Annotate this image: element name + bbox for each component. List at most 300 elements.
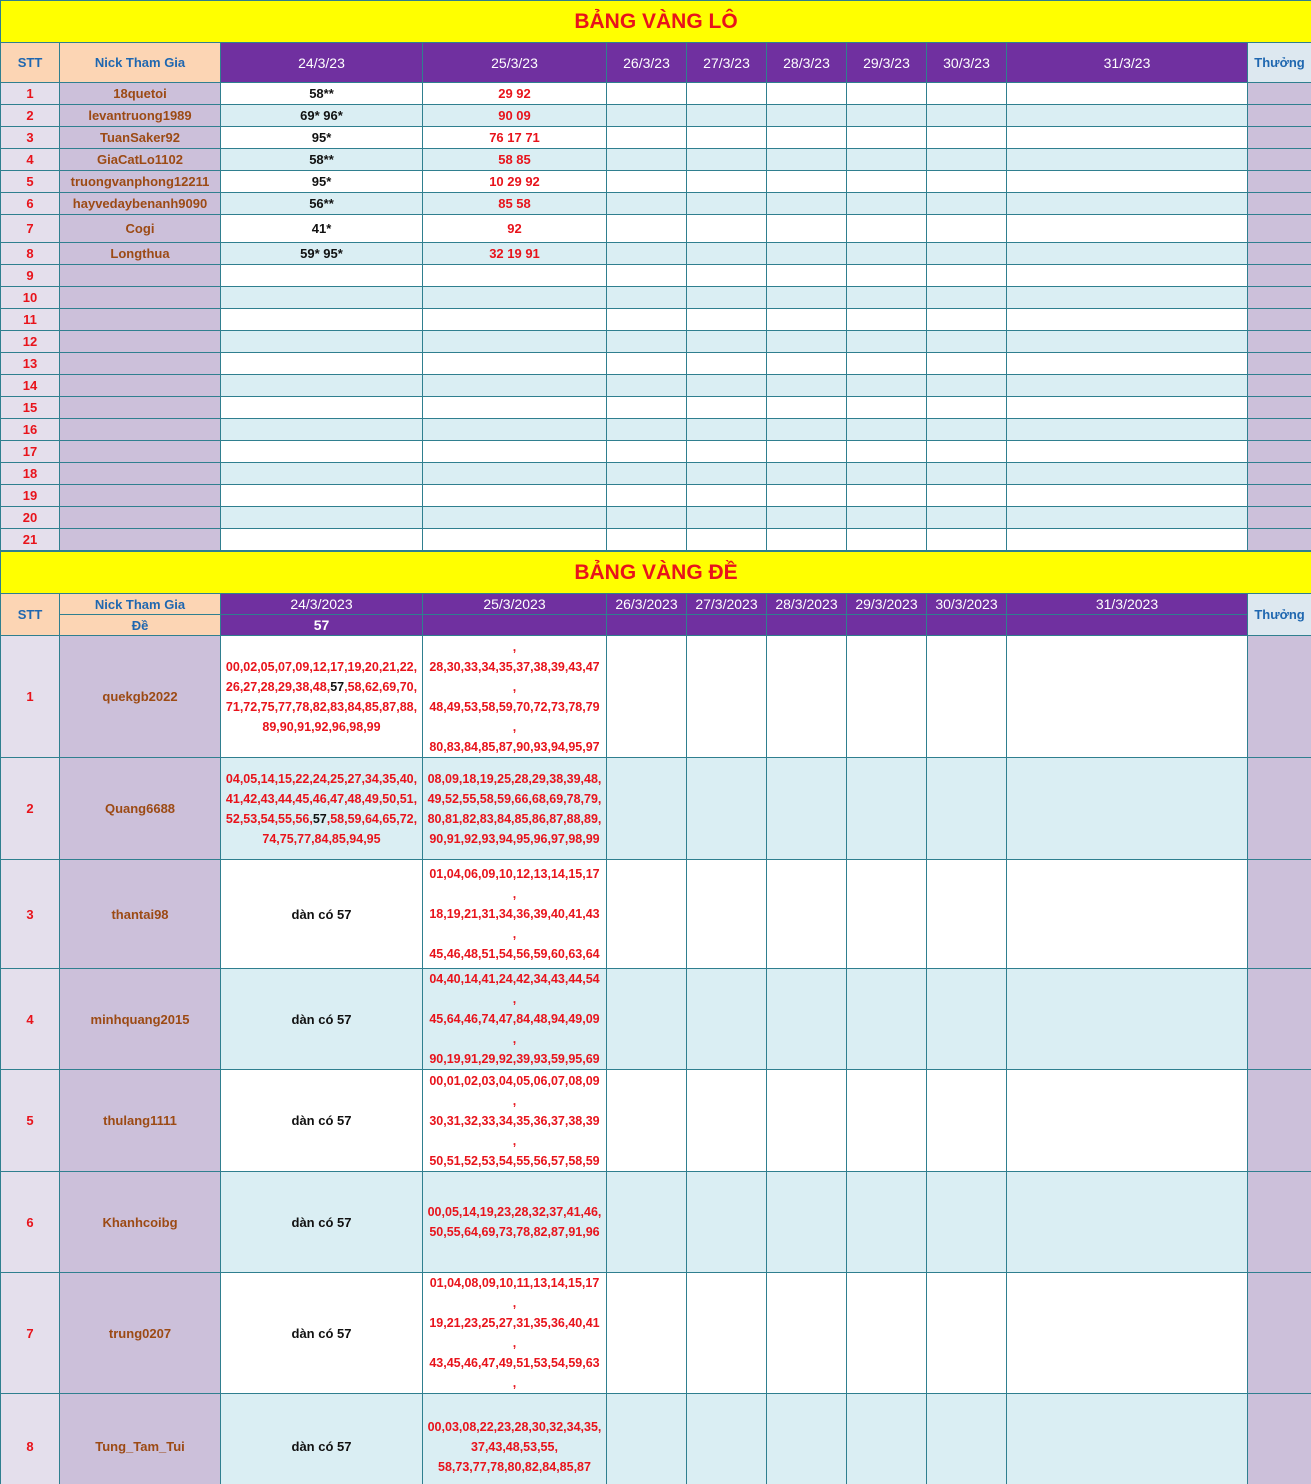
lo-empty-cell	[847, 441, 927, 463]
de-empty-cell	[1007, 636, 1248, 758]
lo-row	[1, 375, 1311, 397]
de-stt-cell: 5	[1, 1070, 60, 1172]
lo-empty-cell	[767, 215, 847, 243]
lo-day1-cell: 58**	[221, 83, 423, 105]
lo-empty-cell	[1007, 485, 1248, 507]
lo-empty-cell	[1007, 215, 1248, 243]
de-result-cell	[607, 615, 687, 636]
lo-reward-cell	[1248, 105, 1311, 127]
lo-day1-cell	[221, 353, 423, 375]
lo-nick-cell	[60, 309, 221, 331]
de-empty-cell	[687, 1394, 767, 1484]
lo-day2-cell	[423, 507, 607, 529]
de-empty-cell	[607, 860, 687, 969]
lo-empty-cell	[767, 265, 847, 287]
lo-empty-cell	[1007, 127, 1248, 149]
lo-empty-cell	[607, 375, 687, 397]
de-header-date: 27/3/2023	[687, 594, 767, 615]
de-row	[1, 1172, 1311, 1273]
lo-empty-cell	[847, 105, 927, 127]
lo-empty-cell	[927, 507, 1007, 529]
de-stt-cell: 2	[1, 758, 60, 860]
de-day2-cell: 01,04,06,09,10,12,13,14,15,17 , 18,19,21,31,34,36,39,40,41,43 , 45,46,48,51,54,56,59,60,63,64	[423, 860, 607, 969]
de-empty-cell	[767, 969, 847, 1070]
lo-reward-cell	[1248, 149, 1311, 171]
lo-empty-cell	[927, 171, 1007, 193]
de-day1-cell	[221, 636, 423, 758]
lo-empty-cell	[927, 441, 1007, 463]
lo-empty-cell	[927, 149, 1007, 171]
lo-empty-cell	[927, 265, 1007, 287]
de-result-cell	[927, 615, 1007, 636]
lo-empty-cell	[767, 375, 847, 397]
de-header-date: 25/3/2023	[423, 594, 607, 615]
lo-reward-cell	[1248, 243, 1311, 265]
de-reward-cell	[1248, 1394, 1311, 1484]
de-empty-cell	[847, 1172, 927, 1273]
lo-empty-cell	[1007, 149, 1248, 171]
lo-header-date: 28/3/23	[767, 43, 847, 83]
lo-empty-cell	[927, 529, 1007, 551]
lo-empty-cell	[767, 397, 847, 419]
lo-empty-cell	[767, 287, 847, 309]
lo-day1-cell: 58**	[221, 149, 423, 171]
lo-nick-cell	[60, 419, 221, 441]
lo-stt-cell: 19	[1, 485, 60, 507]
lo-row	[1, 309, 1311, 331]
lo-nick-cell	[60, 397, 221, 419]
lo-day2-cell	[423, 331, 607, 353]
lo-row	[1, 419, 1311, 441]
lo-empty-cell	[687, 529, 767, 551]
lo-stt-cell: 1	[1, 83, 60, 105]
de-stt-cell: 1	[1, 636, 60, 758]
lo-empty-cell	[1007, 529, 1248, 551]
de-table	[0, 551, 1311, 1484]
lo-nick-cell: hayvedaybenanh9090	[60, 193, 221, 215]
lo-stt-cell: 12	[1, 331, 60, 353]
lo-day2-cell: 85 58	[423, 193, 607, 215]
lo-empty-cell	[607, 507, 687, 529]
lo-nick-cell: levantruong1989	[60, 105, 221, 127]
lo-empty-cell	[927, 419, 1007, 441]
lo-row	[1, 287, 1311, 309]
lo-empty-cell	[607, 193, 687, 215]
lo-empty-cell	[927, 243, 1007, 265]
lo-row	[1, 265, 1311, 287]
lo-empty-cell	[767, 149, 847, 171]
lo-day2-cell	[423, 375, 607, 397]
lo-empty-cell	[847, 171, 927, 193]
de-day2-cell: 00,01,02,03,04,05,06,07,08,09 , 30,31,32,33,34,35,36,37,38,39 , 50,51,52,53,54,55,56,57,58,59	[423, 1070, 607, 1172]
lo-empty-cell	[847, 463, 927, 485]
lo-stt-cell: 18	[1, 463, 60, 485]
lo-stt-cell: 14	[1, 375, 60, 397]
de-empty-cell	[1007, 1273, 1248, 1394]
de-empty-cell	[687, 1070, 767, 1172]
lo-empty-cell	[607, 287, 687, 309]
de-reward-cell	[1248, 860, 1311, 969]
lo-day1-cell	[221, 507, 423, 529]
lo-empty-cell	[1007, 441, 1248, 463]
lo-day2-cell	[423, 265, 607, 287]
de-result-24: 57	[221, 615, 423, 636]
lo-stt-cell: 9	[1, 265, 60, 287]
de-body	[1, 636, 1311, 1484]
de-header-date: 26/3/2023	[607, 594, 687, 615]
lo-empty-cell	[767, 441, 847, 463]
lo-nick-cell	[60, 485, 221, 507]
de-nick-cell: Quang6688	[60, 758, 221, 860]
lo-empty-cell	[927, 353, 1007, 375]
lo-stt-cell: 11	[1, 309, 60, 331]
lo-empty-cell	[767, 309, 847, 331]
de-empty-cell	[1007, 1070, 1248, 1172]
de-stt-cell: 7	[1, 1273, 60, 1394]
lo-empty-cell	[847, 265, 927, 287]
lo-empty-cell	[1007, 105, 1248, 127]
lo-empty-cell	[847, 529, 927, 551]
lo-day1-cell	[221, 265, 423, 287]
de-row	[1, 636, 1311, 758]
lo-empty-cell	[1007, 265, 1248, 287]
lo-empty-cell	[927, 83, 1007, 105]
de-empty-cell	[927, 636, 1007, 758]
lo-header-stt: STT	[1, 43, 60, 83]
de-empty-cell	[607, 758, 687, 860]
lo-empty-cell	[607, 419, 687, 441]
lo-empty-cell	[847, 193, 927, 215]
de-day1-hit: 57	[312, 811, 327, 826]
de-nick-cell: trung0207	[60, 1273, 221, 1394]
lo-header-date: 30/3/23	[927, 43, 1007, 83]
lo-header-date: 31/3/23	[1007, 43, 1248, 83]
lo-empty-cell	[847, 309, 927, 331]
lo-day2-cell	[423, 419, 607, 441]
de-stt-cell: 8	[1, 1394, 60, 1484]
lo-nick-cell: GiaCatLo1102	[60, 149, 221, 171]
lo-empty-cell	[1007, 353, 1248, 375]
lo-row	[1, 171, 1311, 193]
lo-empty-cell	[847, 485, 927, 507]
lo-day2-cell	[423, 309, 607, 331]
de-empty-cell	[767, 1172, 847, 1273]
lo-empty-cell	[1007, 507, 1248, 529]
de-empty-cell	[607, 1172, 687, 1273]
lo-stt-cell: 2	[1, 105, 60, 127]
de-header-de-label: Đề	[60, 615, 221, 636]
de-nick-cell: thulang1111	[60, 1070, 221, 1172]
lo-day1-cell	[221, 463, 423, 485]
de-row	[1, 1070, 1311, 1172]
lo-empty-cell	[767, 193, 847, 215]
lo-empty-cell	[1007, 287, 1248, 309]
lo-empty-cell	[1007, 243, 1248, 265]
lo-empty-cell	[687, 375, 767, 397]
lo-reward-cell	[1248, 419, 1311, 441]
de-empty-cell	[847, 758, 927, 860]
lo-row	[1, 353, 1311, 375]
lo-nick-cell	[60, 441, 221, 463]
lo-day2-cell	[423, 485, 607, 507]
de-reward-cell	[1248, 1070, 1311, 1172]
lo-day1-cell	[221, 397, 423, 419]
de-empty-cell	[607, 1070, 687, 1172]
de-empty-cell	[607, 969, 687, 1070]
lo-reward-cell	[1248, 463, 1311, 485]
lo-empty-cell	[767, 529, 847, 551]
lo-stt-cell: 10	[1, 287, 60, 309]
de-empty-cell	[847, 1273, 927, 1394]
lo-reward-cell	[1248, 485, 1311, 507]
lo-empty-cell	[927, 375, 1007, 397]
lo-empty-cell	[687, 215, 767, 243]
de-empty-cell	[847, 860, 927, 969]
de-result-cell	[423, 615, 607, 636]
lo-nick-cell	[60, 287, 221, 309]
lo-empty-cell	[767, 485, 847, 507]
de-empty-cell	[927, 1070, 1007, 1172]
lo-reward-cell	[1248, 353, 1311, 375]
de-empty-cell	[767, 860, 847, 969]
lo-row	[1, 83, 1311, 105]
lo-header-nick: Nick Tham Gia	[60, 43, 221, 83]
lo-nick-cell	[60, 265, 221, 287]
de-header-date: 31/3/2023	[1007, 594, 1248, 615]
lo-nick-cell: Longthua	[60, 243, 221, 265]
lo-row	[1, 127, 1311, 149]
lo-row	[1, 149, 1311, 171]
lo-empty-cell	[767, 331, 847, 353]
de-empty-cell	[847, 969, 927, 1070]
de-empty-cell	[1007, 969, 1248, 1070]
lo-reward-cell	[1248, 331, 1311, 353]
lo-day2-cell: 76 17 71	[423, 127, 607, 149]
lo-empty-cell	[687, 331, 767, 353]
lo-day2-cell	[423, 353, 607, 375]
lo-empty-cell	[607, 441, 687, 463]
de-result-cell	[767, 615, 847, 636]
lo-title: BẢNG VÀNG LÔ	[1, 1, 1311, 43]
lo-empty-cell	[1007, 419, 1248, 441]
lo-empty-cell	[687, 441, 767, 463]
lo-empty-cell	[847, 375, 927, 397]
lo-row	[1, 215, 1311, 243]
de-empty-cell	[847, 1070, 927, 1172]
de-result-cell	[687, 615, 767, 636]
de-empty-cell	[927, 758, 1007, 860]
lo-day1-cell	[221, 441, 423, 463]
de-reward-cell	[1248, 1172, 1311, 1273]
lo-header-date: 27/3/23	[687, 43, 767, 83]
de-empty-cell	[767, 636, 847, 758]
de-day2-cell: 00,03,08,22,23,28,30,32,34,35,37,43,48,53,55, 58,73,77,78,80,82,84,85,87	[423, 1394, 607, 1484]
de-empty-cell	[1007, 1172, 1248, 1273]
lo-empty-cell	[607, 127, 687, 149]
de-day2-cell: 00,05,14,19,23,28,32,37,41,46,50,55,64,69,73,78,82,87,91,96	[423, 1172, 607, 1273]
de-empty-cell	[767, 1070, 847, 1172]
de-empty-cell	[1007, 758, 1248, 860]
lo-stt-cell: 17	[1, 441, 60, 463]
lo-row	[1, 397, 1311, 419]
lo-empty-cell	[1007, 331, 1248, 353]
lo-empty-cell	[1007, 463, 1248, 485]
lo-day2-cell	[423, 441, 607, 463]
de-nick-cell: quekgb2022	[60, 636, 221, 758]
lo-empty-cell	[687, 485, 767, 507]
lo-reward-cell	[1248, 507, 1311, 529]
lo-row	[1, 331, 1311, 353]
de-result-cell	[1007, 615, 1248, 636]
lo-day1-cell: 95*	[221, 171, 423, 193]
de-day2-cell: , 28,30,33,34,35,37,38,39,43,47 , 48,49,53,58,59,70,72,73,78,79 , 80,83,84,85,87,90,93,94,95,97	[423, 636, 607, 758]
de-result-cell	[847, 615, 927, 636]
lo-row	[1, 485, 1311, 507]
lo-day1-cell	[221, 287, 423, 309]
de-empty-cell	[847, 636, 927, 758]
lo-empty-cell	[687, 83, 767, 105]
lo-day1-cell: 95*	[221, 127, 423, 149]
lo-empty-cell	[847, 507, 927, 529]
de-day1-numbers-b: ,58,59,64,65,72,74,75,77,84,85,94,95	[262, 811, 418, 846]
lo-empty-cell	[607, 149, 687, 171]
de-header-date: 28/3/2023	[767, 594, 847, 615]
de-day2-cell: 01,04,08,09,10,11,13,14,15,17 , 19,21,23,25,27,31,35,36,40,41 , 43,45,46,47,49,51,53,54,59,63 ,	[423, 1273, 607, 1394]
lo-day1-cell: 41*	[221, 215, 423, 243]
de-empty-cell	[927, 1172, 1007, 1273]
lo-reward-cell	[1248, 287, 1311, 309]
lo-empty-cell	[687, 105, 767, 127]
lo-empty-cell	[927, 193, 1007, 215]
lo-empty-cell	[1007, 171, 1248, 193]
lo-empty-cell	[927, 397, 1007, 419]
de-empty-cell	[687, 636, 767, 758]
lo-row	[1, 441, 1311, 463]
lo-day2-cell	[423, 287, 607, 309]
lo-empty-cell	[927, 287, 1007, 309]
de-day1-cell: dàn có 57	[221, 1394, 423, 1484]
lo-reward-cell	[1248, 529, 1311, 551]
lo-empty-cell	[1007, 309, 1248, 331]
lo-empty-cell	[607, 485, 687, 507]
lo-empty-cell	[847, 215, 927, 243]
lo-empty-cell	[607, 309, 687, 331]
lo-stt-cell: 20	[1, 507, 60, 529]
lo-empty-cell	[847, 287, 927, 309]
lo-empty-cell	[607, 331, 687, 353]
lo-row	[1, 105, 1311, 127]
lo-empty-cell	[687, 397, 767, 419]
lo-empty-cell	[847, 397, 927, 419]
lo-empty-cell	[687, 243, 767, 265]
de-empty-cell	[687, 969, 767, 1070]
de-row	[1, 1273, 1311, 1394]
lo-empty-cell	[927, 331, 1007, 353]
de-day1-cell: dàn có 57	[221, 1273, 423, 1394]
de-nick-cell: minhquang2015	[60, 969, 221, 1070]
de-empty-cell	[607, 636, 687, 758]
de-empty-cell	[687, 860, 767, 969]
lo-empty-cell	[1007, 397, 1248, 419]
de-stt-cell: 6	[1, 1172, 60, 1273]
lo-nick-cell: Cogi	[60, 215, 221, 243]
lo-row	[1, 529, 1311, 551]
de-day1-cell: dàn có 57	[221, 1070, 423, 1172]
de-empty-cell	[607, 1394, 687, 1484]
lo-day1-cell	[221, 419, 423, 441]
lo-day2-cell: 58 85	[423, 149, 607, 171]
lo-empty-cell	[687, 507, 767, 529]
lo-empty-cell	[767, 83, 847, 105]
lo-day2-cell: 32 19 91	[423, 243, 607, 265]
de-day1-numbers-a: 00,02,05,07,09,12,17,19,20,21,22,26,27,28,29,38,48,	[225, 659, 418, 694]
lo-empty-cell	[687, 127, 767, 149]
de-day1-hit: 57	[330, 679, 345, 694]
lo-header-date: 26/3/23	[607, 43, 687, 83]
lo-reward-cell	[1248, 83, 1311, 105]
lo-header-date: 24/3/23	[221, 43, 423, 83]
lo-header-date: 25/3/23	[423, 43, 607, 83]
de-reward-cell	[1248, 758, 1311, 860]
de-header-date: 29/3/2023	[847, 594, 927, 615]
lo-header-date: 29/3/23	[847, 43, 927, 83]
lo-stt-cell: 6	[1, 193, 60, 215]
lo-empty-cell	[1007, 375, 1248, 397]
lo-header-reward: Thưởng	[1248, 43, 1311, 83]
de-title: BẢNG VÀNG ĐỀ	[1, 552, 1311, 594]
lo-day1-cell	[221, 485, 423, 507]
lo-empty-cell	[767, 127, 847, 149]
de-empty-cell	[1007, 860, 1248, 969]
lo-day2-cell: 29 92	[423, 83, 607, 105]
lo-day1-cell	[221, 309, 423, 331]
de-empty-cell	[927, 1273, 1007, 1394]
lo-day1-cell: 56**	[221, 193, 423, 215]
lo-nick-cell	[60, 507, 221, 529]
lo-empty-cell	[607, 105, 687, 127]
lo-stt-cell: 4	[1, 149, 60, 171]
de-empty-cell	[687, 758, 767, 860]
de-header-date: 30/3/2023	[927, 594, 1007, 615]
lo-day2-cell	[423, 529, 607, 551]
lo-nick-cell	[60, 463, 221, 485]
lo-empty-cell	[687, 353, 767, 375]
lo-row	[1, 243, 1311, 265]
lo-empty-cell	[767, 243, 847, 265]
de-day1-cell: dàn có 57	[221, 860, 423, 969]
lo-table	[0, 0, 1311, 551]
lo-day1-cell	[221, 529, 423, 551]
lo-day2-cell	[423, 463, 607, 485]
de-day2-cell: 08,09,18,19,25,28,29,38,39,48,49,52,55,58,59,66,68,69,78,79,80,81,82,83,84,85,86,87,88,89,90,91,92,93,94,95,96,97,98,99	[423, 758, 607, 860]
lo-empty-cell	[607, 215, 687, 243]
lo-day1-cell: 69* 96*	[221, 105, 423, 127]
lo-empty-cell	[927, 463, 1007, 485]
lo-nick-cell: TuanSaker92	[60, 127, 221, 149]
lo-empty-cell	[847, 83, 927, 105]
de-row	[1, 860, 1311, 969]
de-stt-cell: 4	[1, 969, 60, 1070]
de-day1-cell: dàn có 57	[221, 1172, 423, 1273]
lo-empty-cell	[767, 419, 847, 441]
lo-reward-cell	[1248, 171, 1311, 193]
de-header-nick: Nick Tham Gia	[60, 594, 221, 615]
lo-reward-cell	[1248, 193, 1311, 215]
de-empty-cell	[927, 860, 1007, 969]
de-day1-cell: dàn có 57	[221, 969, 423, 1070]
lo-day1-cell	[221, 331, 423, 353]
lo-reward-cell	[1248, 375, 1311, 397]
